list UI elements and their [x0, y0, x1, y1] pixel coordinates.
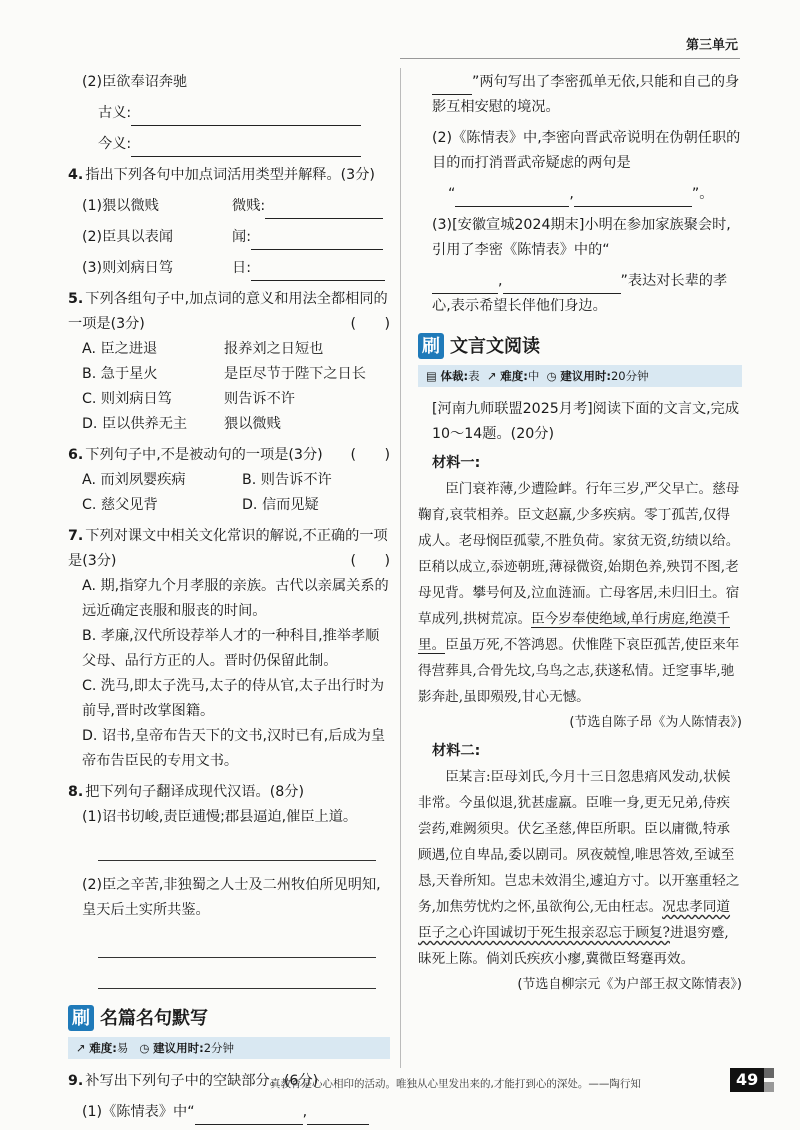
q9-blank[interactable] — [455, 206, 569, 207]
q4-item-3: (3)则刘病日笃 日: — [68, 256, 390, 281]
q4-item-2: (2)臣具以表闻 闻: — [68, 225, 390, 250]
q4-item-1: (1)猥以微贱 微贱: — [68, 194, 390, 219]
difficulty-icon: ↗ — [486, 369, 497, 383]
material-1-source: (节选自陈子昂《为人陈情表》) — [569, 715, 742, 730]
wavy-underlined-sentence: 况忠孝同道臣子之心许国诚切于死生报亲忍忘于顾复? — [418, 899, 731, 941]
q5-option[interactable]: B. 急于星火 是臣尽节于陛下之日长 — [82, 366, 366, 382]
q3-part2: (2)臣欲奉诏奔驰 — [82, 74, 188, 90]
q8-item-1: (1)诏书切峻,责臣逋慢;郡县逼迫,催臣上道。 — [82, 809, 358, 825]
question-4: 4. 指出下列各句中加点词活用类型并解释。(3分) — [68, 167, 375, 183]
q9-blank[interactable] — [432, 293, 498, 294]
clock-icon: ◷ — [139, 1041, 150, 1055]
q5-option[interactable]: A. 臣之进退 报养刘之日短也 — [82, 341, 324, 357]
answer-line[interactable] — [98, 988, 376, 989]
question-6: 6. 下列句子中,不是被动句的一项是(3分) ( ) — [68, 447, 390, 463]
answer-line[interactable] — [98, 957, 376, 958]
material-2-source: (节选自柳宗元《为户部王叔文陈情表》) — [517, 977, 742, 992]
genre-icon: ▤ — [426, 369, 437, 383]
clock-icon: ◷ — [546, 369, 557, 383]
info-bar: ↗ 难度:易 ◷ 建议用时:2分钟 — [68, 1037, 390, 1059]
q7-option[interactable]: A. 期,指穿九个月孝服的亲族。古代以亲属关系的远近确定丧服和服丧的时间。 — [82, 578, 389, 619]
material-1-text: 臣门衰祚薄,少遭险衅。行年三岁,严父早亡。慈母鞠育,哀茕相养。臣文赵羸,少多疾病。零丁孤苦,仅得成人。老母悯臣孤蒙,不胜负荷。家贫无资,纺绩以给。臣稍以成立,忝迹朝班,薄禄微资,始期色养,殃罚不图,老母见背。攀号何及,泣血涟洏。亡母客居,未归旧土。宿草成列,拱树荒凉。臣今岁奉使绝域,单行虏庭,绝漠千里。臣虽万死,不答鸿恩。伏惟陛下哀臣孤苦,使臣来年得营葬具,合骨先坟,乌鸟之志,获遂私情。迁窆事毕,驰影奔赴,虽即殒殁,甘心无憾。 — [418, 481, 740, 705]
question-5: 5. 下列各组句子中,加点词的意义和用法全都相同的一项是(3分) ( ) — [68, 291, 390, 332]
material-2-text: 臣某言:臣母刘氏,今月十三日忽患痟风发动,状候非常。今虽似退,犹甚虚羸。臣唯一身,更无兄弟,侍疾尝药,难阙须臾。伏乞圣慈,俾臣所职。臣以庸微,特承顾遇,位自卑品,委以剧司。夙夜兢惶,唯思答效,至诚至恳,天眷所知。岂忠未效涓尘,遽迫方寸。以开塞重轻之务,加焦劳忧灼之怀,虽欲徇公,无由枉志。况忠孝同道臣子之心许国诚切于死生报亲忍忘于顾复?进退穷蹙,昧死上陈。倘刘氏疾疚小瘳,冀微臣驽蹇再效。 — [418, 769, 740, 967]
q9-blank[interactable] — [195, 1124, 303, 1125]
q7-option[interactable]: B. 孝廉,汉代所设荐举人才的一种科目,推举孝顺父母、品行方正的人。晋时仍保留此制。 — [82, 628, 380, 669]
header-rule — [400, 58, 740, 59]
section-title: 名篇名句默写 — [100, 1007, 208, 1029]
q9-item-1: (1)《陈情表》中“ , — [68, 1100, 390, 1125]
underlined-sentence: 臣今岁奉使绝域,单行虏庭,绝漠千里。 — [418, 611, 731, 653]
jinyi-answer-line[interactable] — [131, 156, 361, 157]
question-9: 9. 补写出下列句子中的空缺部分。(6分) — [68, 1073, 319, 1089]
q9-item-3: (3)[安徽宣城2024期末]小明在参加家族聚会时,引用了李密《陈情表》中的“ — [432, 217, 731, 258]
q6-option-row[interactable]: A. 而刘夙婴疾病 B. 则告诉不许 — [82, 472, 332, 488]
q9-blank[interactable] — [574, 206, 692, 207]
q9-blank[interactable] — [432, 94, 472, 95]
q9-item-2: (2)《陈情表》中,李密向晋武帝说明在伪朝任职的目的而打消晋武帝疑虑的两句是 — [432, 130, 741, 171]
question-7: 7. 下列对课文中相关文化常识的解说,不正确的一项是(3分) ( ) — [68, 528, 390, 569]
guyi-answer-line[interactable] — [131, 125, 361, 126]
q6-option-row[interactable]: C. 慈父见背 D. 信而见疑 — [82, 497, 319, 513]
q9-blank[interactable] — [307, 1124, 369, 1125]
q5-option[interactable]: D. 臣以供养无主 猥以微贱 — [82, 416, 281, 432]
info-bar: ▤ 体裁:表 ↗ 难度:中 ◷ 建议用时:20分钟 — [418, 365, 742, 387]
decor-square — [764, 1082, 774, 1092]
q9-cont-1: ”两句写出了李密孤单无依,只能和自己的身影互相安慰的境况。 — [432, 74, 740, 115]
section-header-recitation — [68, 1005, 390, 1031]
page-number: 49 — [730, 1068, 764, 1092]
reading-intro: [河南九师联盟2025月考]阅读下面的文言文,完成10～14题。(20分) — [432, 401, 740, 442]
decor-square — [764, 1068, 774, 1078]
footer-motto: 真教育是心心相印的活动。唯独从心里发出来的,才能打到心的深处。——陶行知 — [270, 1078, 641, 1090]
unit-title: 第三单元 — [685, 38, 738, 53]
q4-answer-line[interactable] — [251, 280, 385, 281]
material-1-title: 材料一: — [432, 455, 481, 471]
jinyi-row: 今义: — [68, 132, 390, 157]
q4-answer-line[interactable] — [251, 249, 383, 250]
section-badge-icon: 刷 — [68, 1005, 94, 1031]
q7-option[interactable]: D. 诏书,皇帝布告天下的文书,汉时已有,后成为皇帝布告臣民的专用文书。 — [82, 728, 386, 769]
material-2-title: 材料二: — [432, 743, 481, 759]
q5-option[interactable]: C. 则刘病日笃 则告诉不许 — [82, 391, 295, 407]
right-column — [418, 70, 742, 997]
q9-blank[interactable] — [503, 293, 621, 294]
guyi-row: 古义: — [68, 101, 390, 126]
answer-line[interactable] — [98, 860, 376, 861]
section-title: 文言文阅读 — [450, 335, 540, 357]
q7-option[interactable]: C. 洗马,即太子洗马,太子的侍从官,太子出行时为前导,晋时改掌图籍。 — [82, 678, 385, 719]
q4-answer-line[interactable] — [265, 218, 383, 219]
question-8: 8. 把下列句子翻译成现代汉语。(8分) — [68, 784, 304, 800]
section-header-reading — [418, 333, 742, 359]
column-divider — [400, 68, 401, 1068]
section-badge-icon: 刷 — [418, 333, 444, 359]
q9-item-3-blanks: , ”表达对长辈的孝心,表示希望长伴他们身边。 — [432, 273, 728, 314]
q8-item-2: (2)臣之辛苦,非独蜀之人士及二州牧伯所见明知,皇天后土实所共鉴。 — [82, 877, 381, 918]
left-column — [68, 70, 390, 1125]
q9-item-2-blanks: “ , ”。 — [418, 182, 742, 207]
difficulty-icon: ↗ — [76, 1041, 86, 1055]
